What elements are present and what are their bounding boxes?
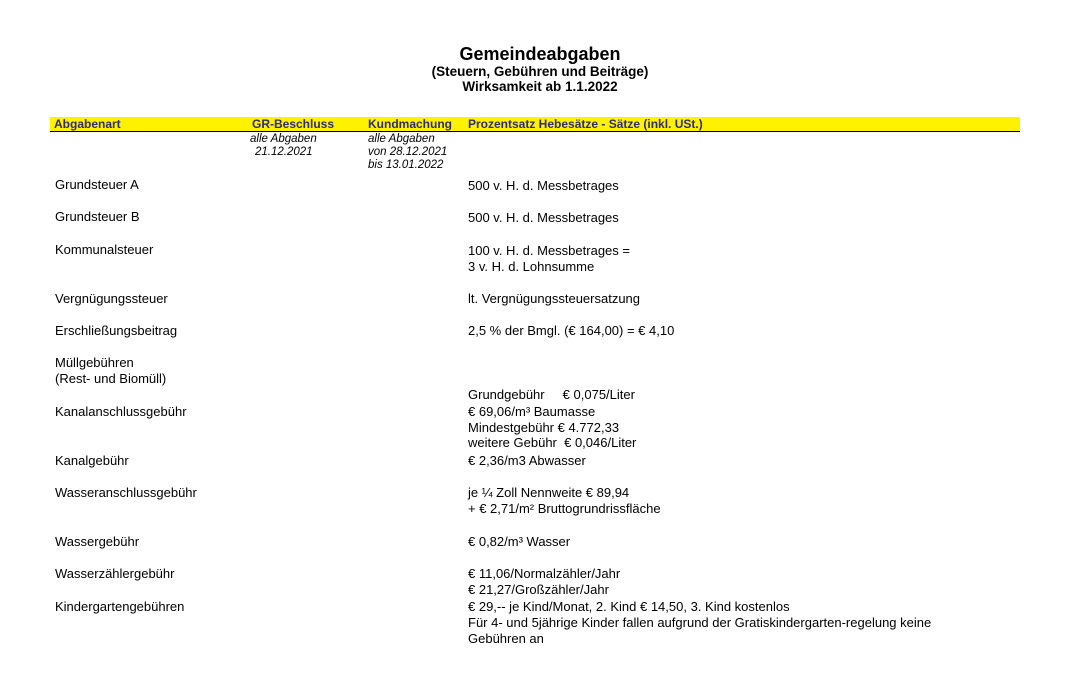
row-label-line: Grundsteuer A bbox=[55, 177, 139, 192]
row-label-line: Erschließungsbeitrag bbox=[55, 323, 178, 338]
row-value bbox=[468, 453, 586, 469]
row-label bbox=[55, 453, 129, 469]
row-label-line: Kommunalsteuer bbox=[55, 242, 154, 257]
row-label bbox=[55, 177, 139, 193]
row-label bbox=[55, 534, 139, 550]
document-title: Gemeindeabgaben bbox=[459, 44, 621, 64]
row-value bbox=[468, 291, 640, 307]
table-header bbox=[50, 117, 1020, 132]
row-label bbox=[55, 599, 184, 615]
row-value-line: weitere Gebühr € 0,046/Liter bbox=[468, 435, 637, 450]
row-label bbox=[55, 404, 187, 420]
document-header bbox=[0, 44, 1080, 94]
row-value bbox=[468, 599, 931, 647]
row-value bbox=[468, 323, 674, 339]
row-value bbox=[468, 178, 619, 194]
row-value bbox=[468, 210, 619, 226]
row-label bbox=[55, 209, 140, 225]
row-label-line: Kanalgebühr bbox=[55, 453, 129, 468]
row-label-line: Wasseranschlussgebühr bbox=[55, 485, 197, 500]
row-label-line: Kindergartengebühren bbox=[55, 599, 185, 614]
row-label-line: Müllgebühren bbox=[55, 355, 134, 370]
row-value-line: € 11,06/Normalzähler/Jahr bbox=[468, 566, 621, 581]
row-value-line: Gebühren an bbox=[468, 631, 544, 646]
row-value-line: + € 2,71/m² Bruttogrundrissfläche bbox=[468, 501, 661, 516]
row-label bbox=[55, 323, 177, 339]
row-value-line: € 21,27/Großzähler/Jahr bbox=[468, 582, 609, 597]
row-value bbox=[468, 243, 630, 275]
row-value-line: € 2,36/m3 Abwasser bbox=[468, 453, 586, 468]
row-label-line: Vergnügungssteuer bbox=[55, 291, 168, 306]
row-label-line: Kanalanschlussgebühr bbox=[55, 404, 187, 419]
row-label-line: Grundsteuer B bbox=[55, 209, 140, 224]
row-value-line: lt. Vergnügungssteuersatzung bbox=[468, 291, 641, 306]
row-value-line: € 0,82/m³ Wasser bbox=[468, 534, 571, 549]
row-value bbox=[468, 534, 570, 550]
row-value bbox=[468, 485, 661, 517]
row-label bbox=[55, 291, 168, 307]
publication-note-line: alle Abgaben bbox=[368, 133, 435, 145]
decision-note-line: 21.12.2021 bbox=[255, 146, 313, 158]
column-header-rates: Prozentsatz Hebesätze - Sätze (inkl. USt.) bbox=[468, 117, 703, 131]
column-header-publication: Kundmachung bbox=[368, 117, 452, 131]
row-value-line: € 69,06/m³ Baumasse bbox=[468, 404, 596, 419]
row-label bbox=[55, 485, 197, 501]
row-value bbox=[468, 566, 620, 598]
row-label-line: Wassergebühr bbox=[55, 534, 140, 549]
row-label-line: (Rest- und Biomüll) bbox=[55, 371, 167, 386]
row-value-line: € 29,-- je Kind/Monat, 2. Kind € 14,50, 3. Kind kostenlos bbox=[468, 599, 790, 614]
row-value-line: Grundgebühr € 0,075/Liter bbox=[468, 387, 635, 402]
document-subtitle: (Steuern, Gebühren und Beiträge) bbox=[431, 64, 649, 79]
row-label bbox=[55, 242, 153, 258]
row-value bbox=[468, 404, 619, 436]
row-value-line: 500 v. H. d. Messbetrages bbox=[468, 210, 619, 225]
effective-date: Wirksamkeit ab 1.1.2022 bbox=[462, 79, 618, 94]
publication-note-line: bis 13.01.2022 bbox=[368, 159, 444, 171]
row-label-line: Wasserzählergebühr bbox=[55, 566, 175, 581]
row-value-line: Mindestgebühr € 4.772,33 bbox=[468, 420, 620, 435]
row-value-line: je ¼ Zoll Nennweite € 89,94 bbox=[468, 485, 630, 500]
publication-note bbox=[368, 133, 447, 172]
publication-note-line: von 28.12.2021 bbox=[368, 146, 448, 158]
row-value-line: 500 v. H. d. Messbetrages bbox=[468, 178, 619, 193]
row-value-line: 3 v. H. d. Lohnsumme bbox=[468, 259, 595, 274]
row-label bbox=[55, 566, 174, 582]
column-header-decision: GR-Beschluss bbox=[252, 117, 335, 131]
decision-note-line: alle Abgaben bbox=[250, 133, 317, 145]
decision-note bbox=[250, 133, 317, 159]
row-value-line: 2,5 % der Bmgl. (€ 164,00) = € 4,10 bbox=[468, 323, 675, 338]
column-header-type: Abgabenart bbox=[54, 117, 121, 131]
row-label bbox=[55, 355, 166, 387]
row-value-line: 100 v. H. d. Messbetrages = bbox=[468, 243, 630, 258]
row-value-line: Für 4- und 5jährige Kinder fallen aufgrund der Gratiskindergarten-regelung keine bbox=[468, 615, 932, 630]
